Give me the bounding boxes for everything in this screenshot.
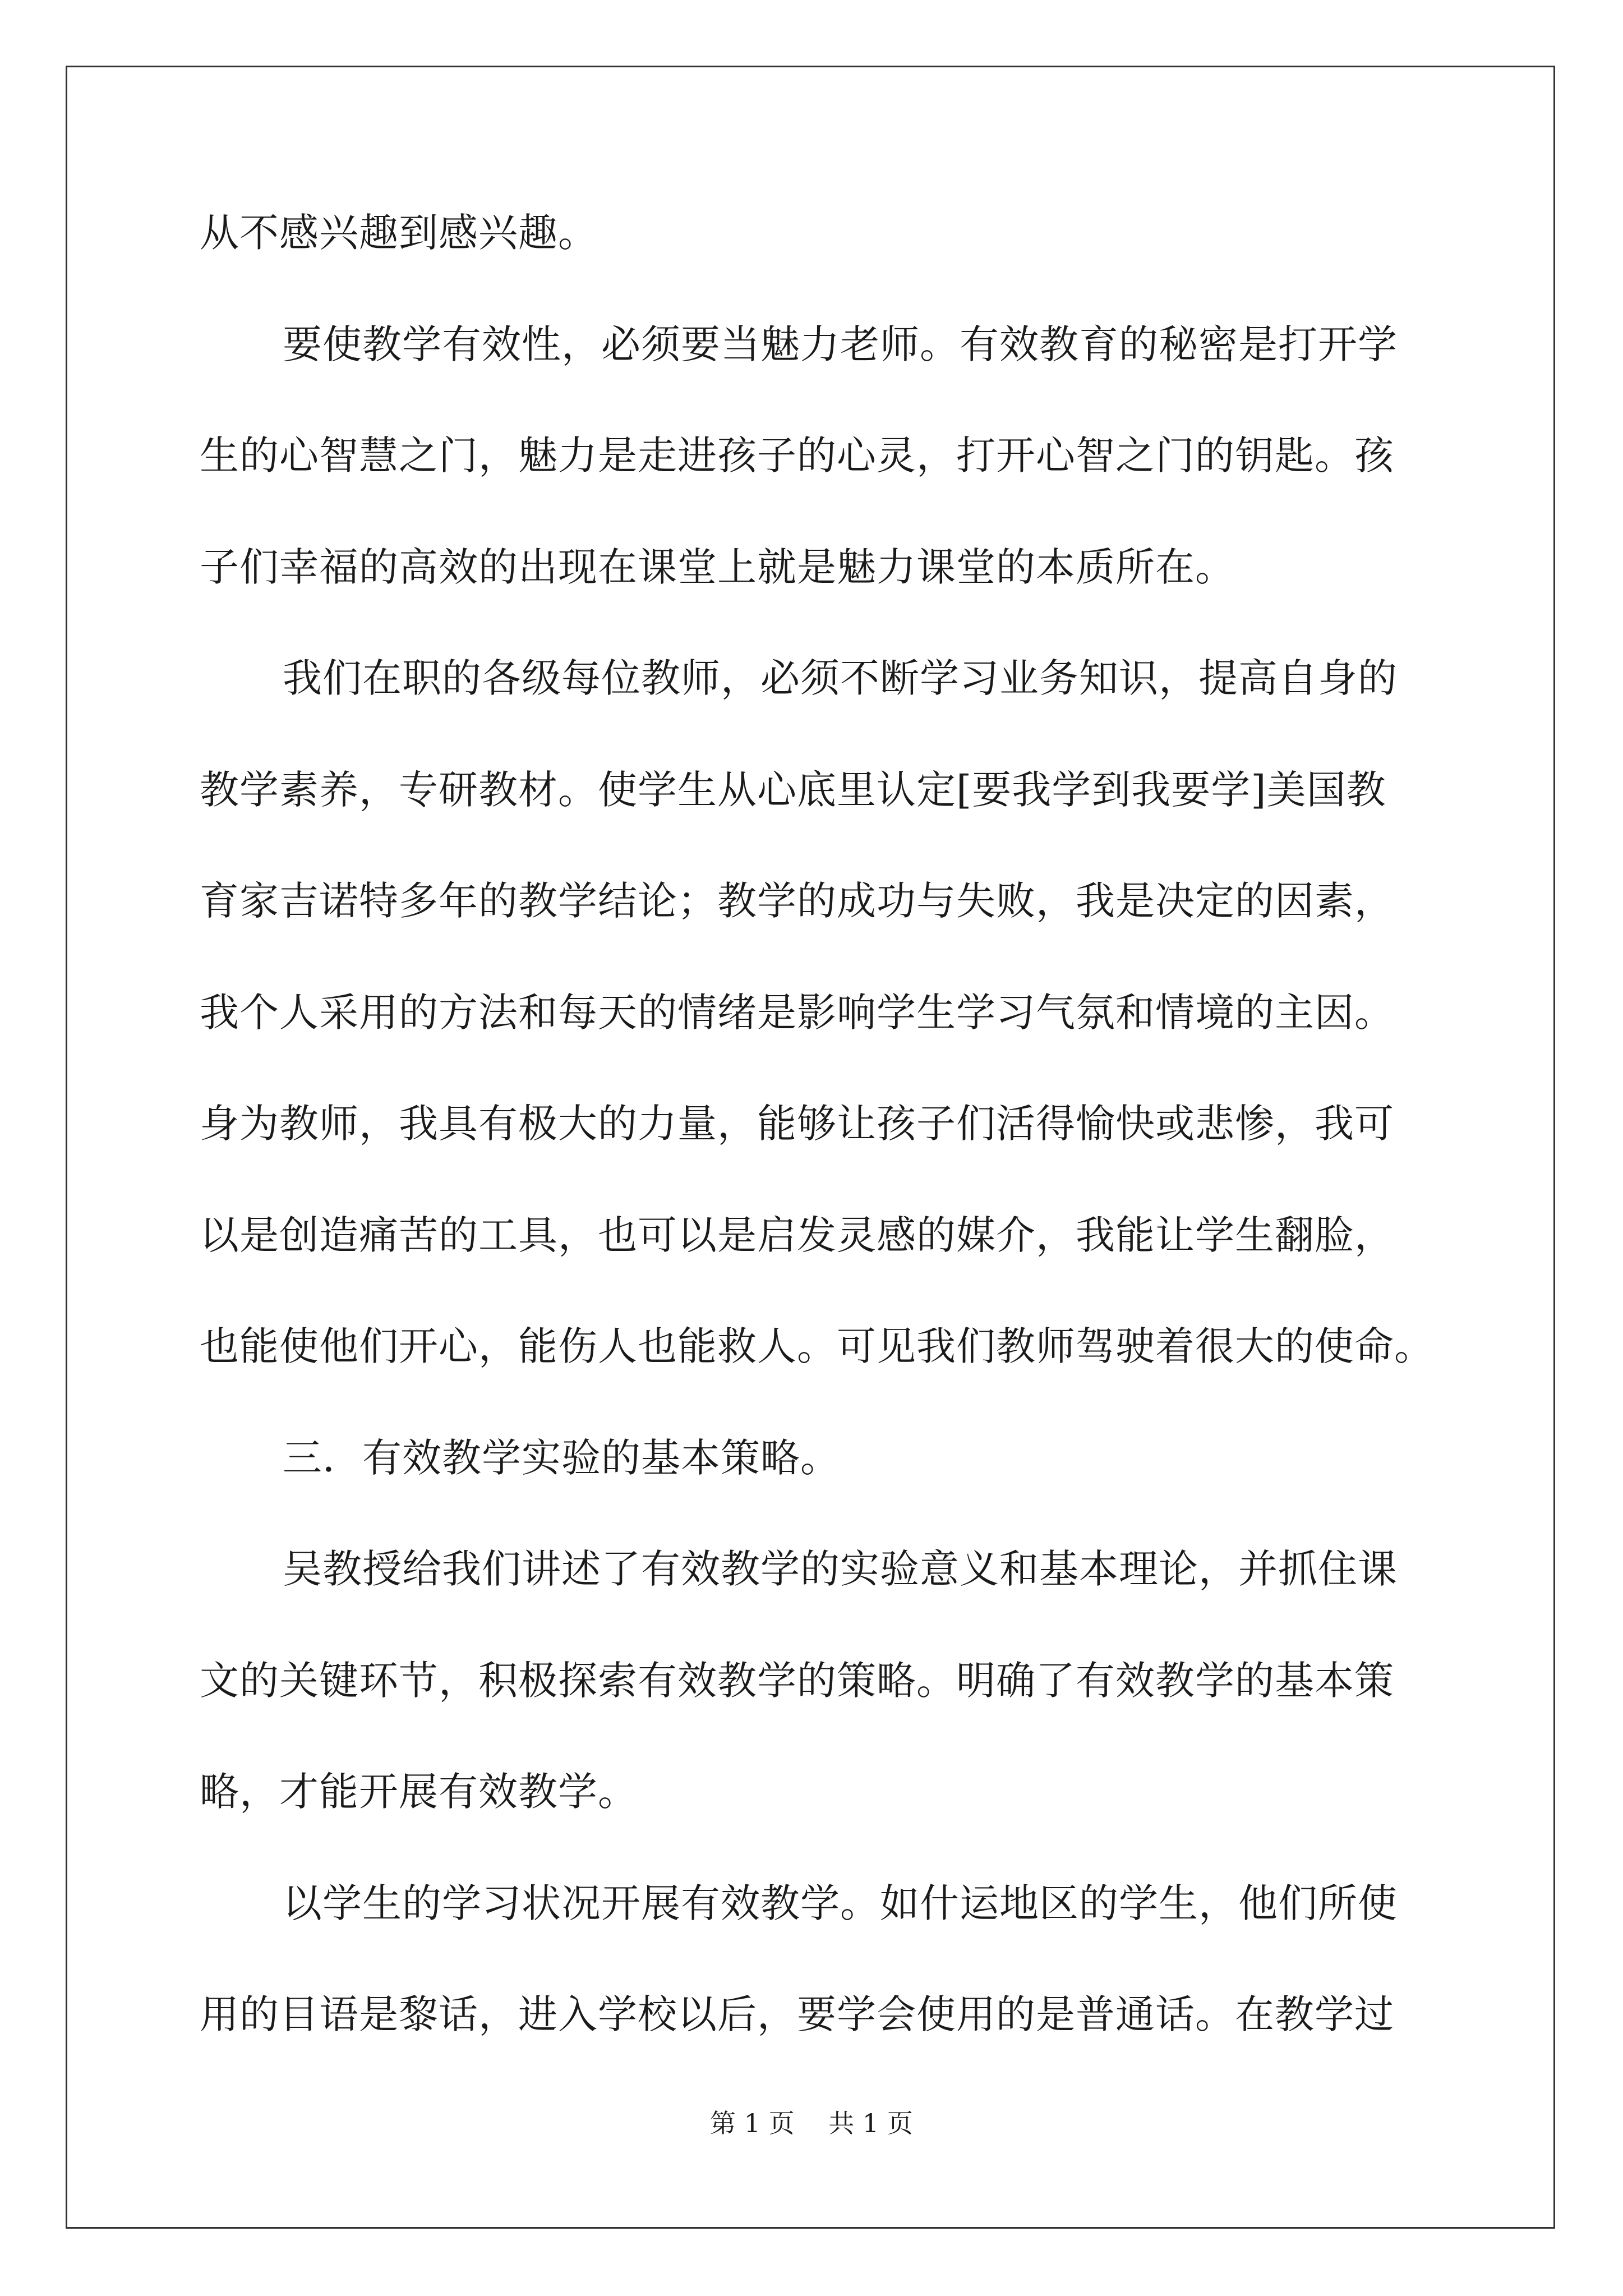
text-line: 要使教学有效性，必须要当魅力老师。有效教育的秘密是打开学 xyxy=(283,321,1398,367)
text-line: 生的心智慧之门，魅力是走进孩子的心灵，打开心智之门的钥匙。孩 xyxy=(200,432,1394,478)
text-line: 育家吉诺特多年的教学结论；教学的成功与失败，我是决定的因素， xyxy=(200,878,1394,924)
text-line: 教学素养，专研教材。使学生从心底里认定[要我学到我要学]美国教 xyxy=(200,766,1386,813)
text-line: 也能使他们开心，能伤人也能救人。可见我们教师驾驶着很大的使命。 xyxy=(200,1323,1434,1369)
text-line: 我个人采用的方法和每天的情绪是影响学生学习气氛和情境的主因。 xyxy=(200,989,1394,1036)
page-footer xyxy=(0,2106,1623,2140)
text-line: 以学生的学习状况开展有效教学。如什运地区的学生，他们所使 xyxy=(283,1880,1398,1926)
text-line: 略，才能开展有效教学。 xyxy=(200,1769,638,1815)
page-number-label: 第 1 页 共 1 页 xyxy=(710,2108,913,2138)
text-line: 子们幸福的高效的出现在课堂上就是魅力课堂的本质所在。 xyxy=(200,544,1235,590)
text-line: 吴教授给我们讲述了有效教学的实验意义和基本理论，并抓住课 xyxy=(283,1546,1398,1592)
text-line: 身为教师，我具有极大的力量，能够让孩子们活得愉快或悲惨，我可 xyxy=(200,1101,1394,1147)
text-line: 以是创造痛苦的工具，也可以是启发灵感的媒介，我能让学生翻脸， xyxy=(200,1212,1394,1258)
text-line: 从不感兴趣到感兴趣。 xyxy=(200,210,598,256)
text-line: 文的关键环节，积极探索有效教学的策略。明确了有效教学的基本策 xyxy=(200,1657,1394,1704)
section-heading: 三．有效教学实验的基本策略。 xyxy=(283,1434,840,1481)
text-line: 我们在职的各级每位教师，必须不断学习业务知识，提高自身的 xyxy=(283,655,1398,701)
text-line: 用的目语是黎话，进入学校以后，要学会使用的是普通话。在教学过 xyxy=(200,1991,1394,2037)
